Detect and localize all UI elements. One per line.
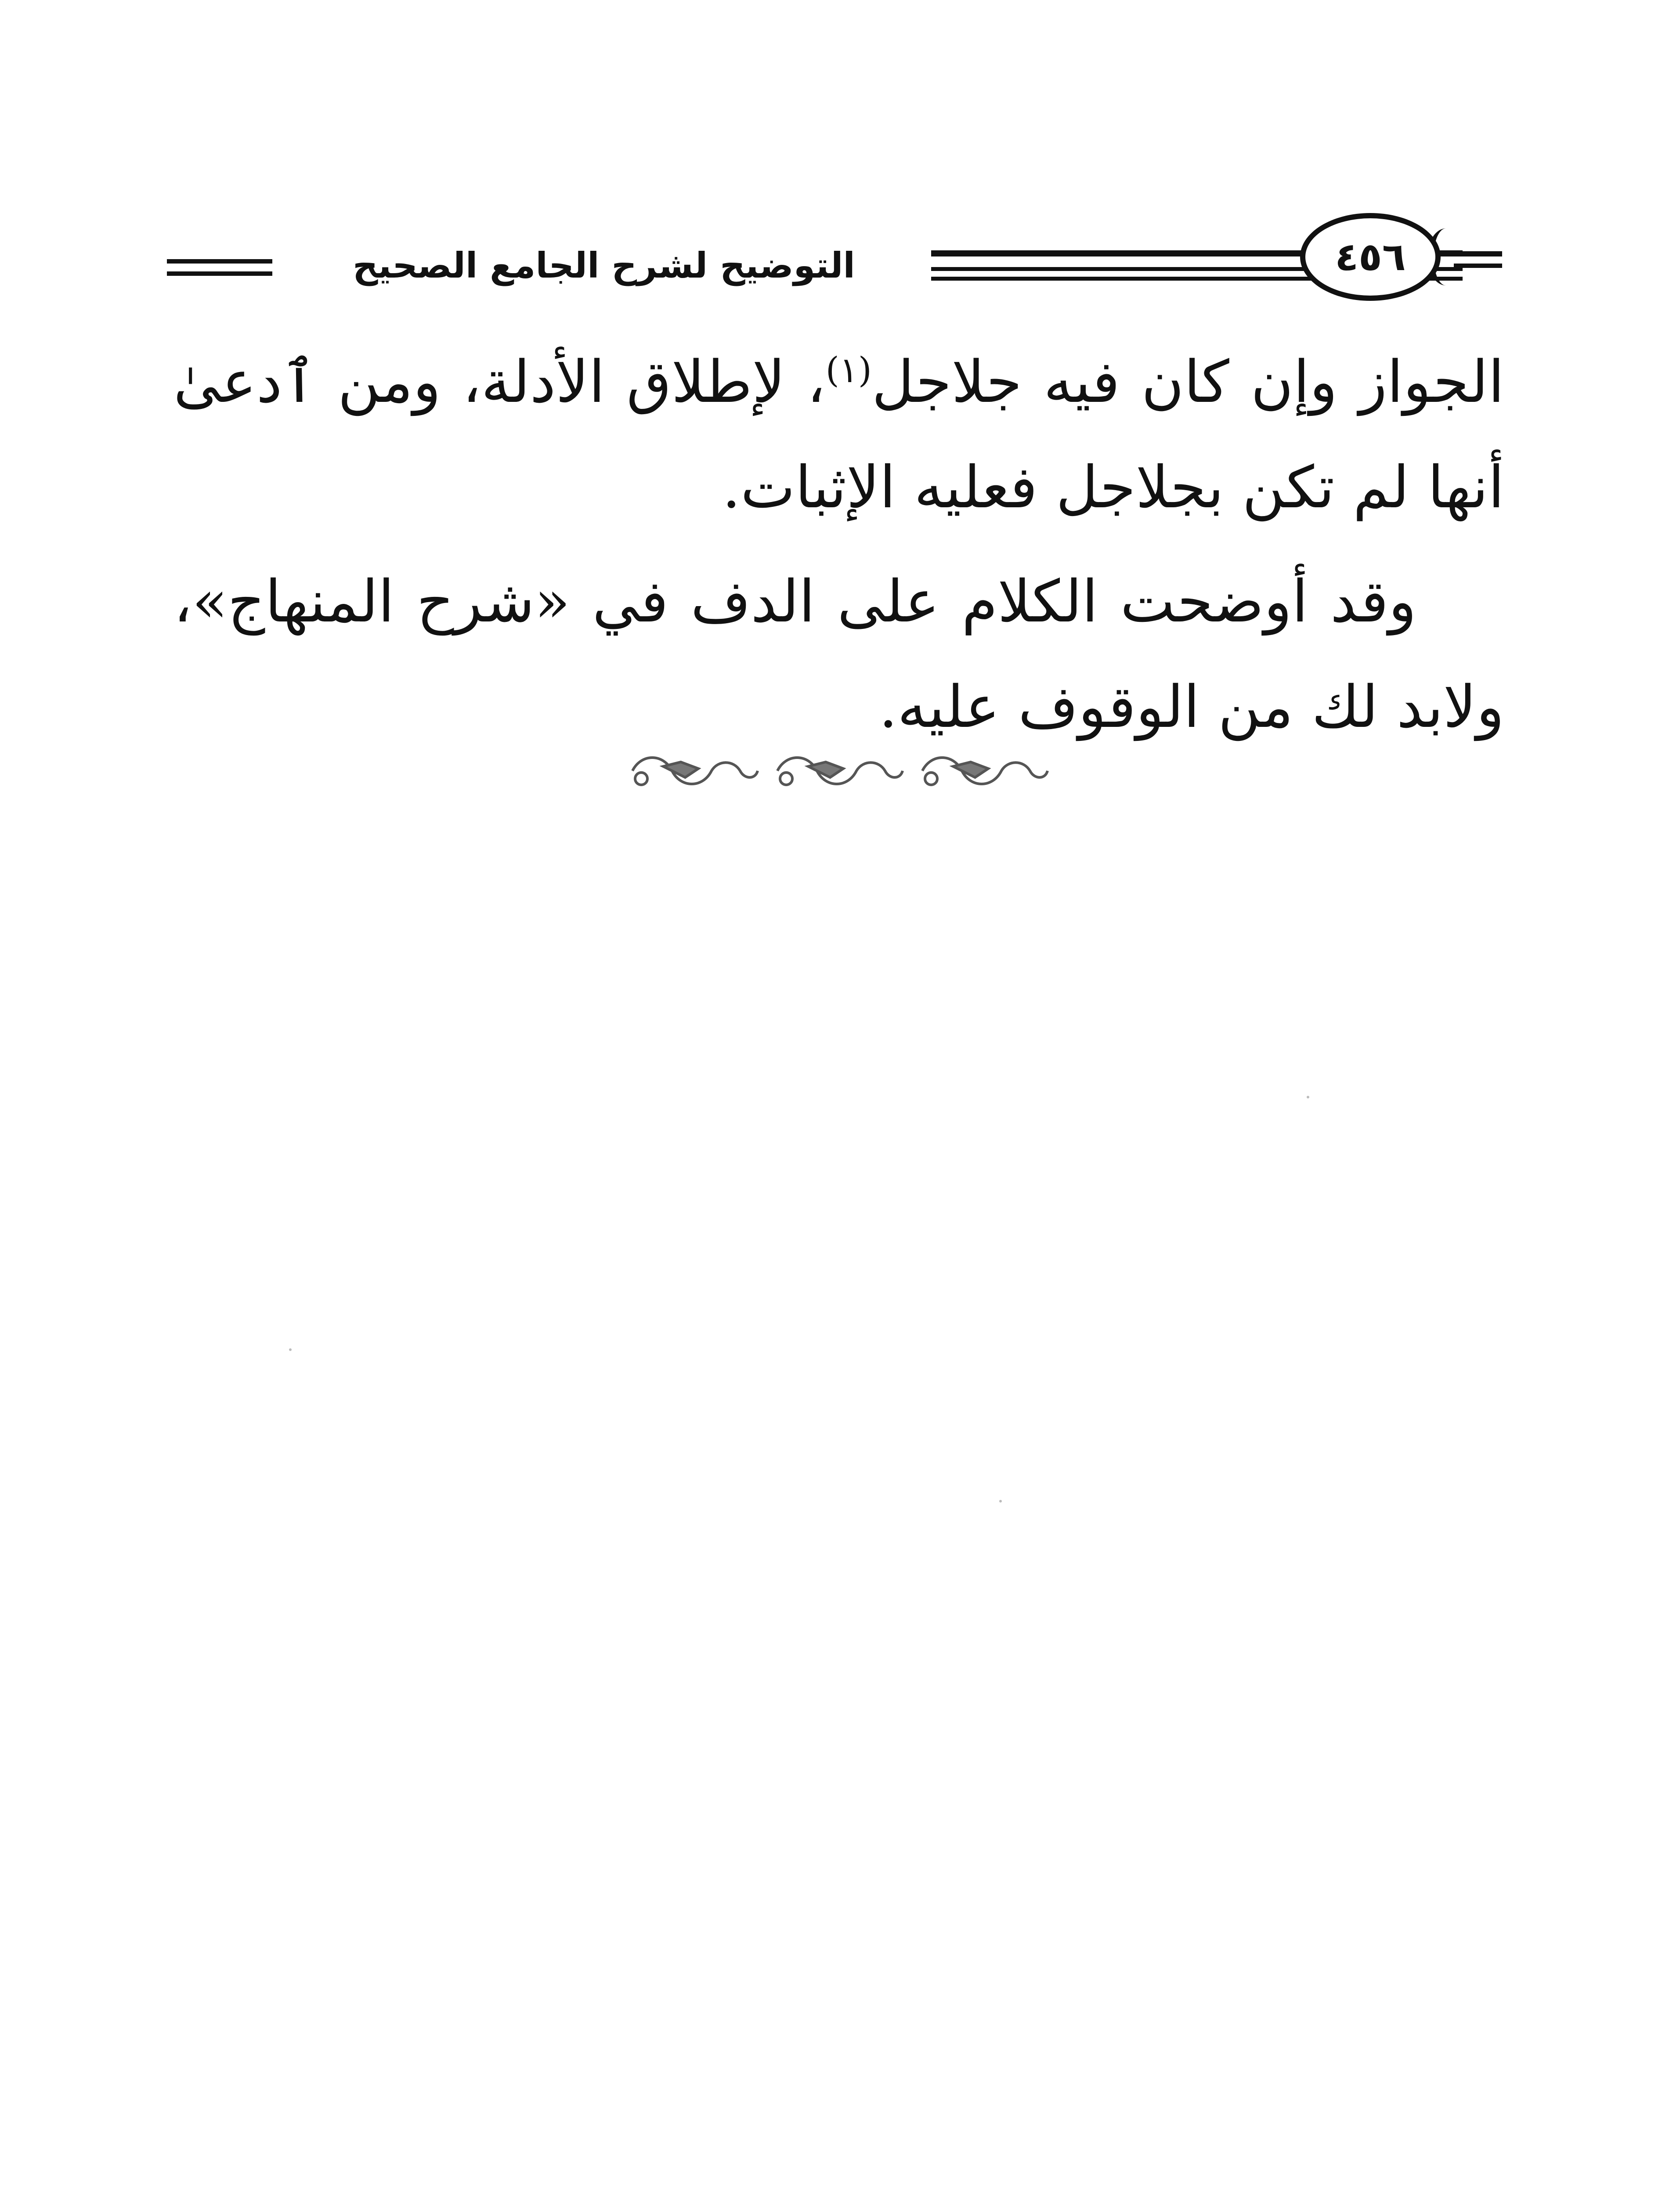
book-title: التوضيح لشرح الجامع الصحيح [353, 245, 855, 286]
paragraph-text: الجواز وإن كان فيه جلاجل [872, 348, 1504, 416]
section-end-ornament [624, 744, 1054, 797]
header-rule [1454, 264, 1502, 268]
scan-speck [289, 1348, 292, 1351]
page-number: ٤٥٦ [1300, 213, 1441, 301]
ornament-motif [632, 758, 758, 785]
header-rule [167, 259, 272, 264]
footnote-reference[interactable]: (١) [825, 350, 872, 390]
scan-speck [1307, 1096, 1309, 1098]
paragraph [173, 549, 1504, 760]
body-text [173, 329, 1504, 769]
header-rule [167, 271, 272, 276]
scan-speck [999, 1500, 1002, 1503]
header-rule [1454, 251, 1502, 256]
paragraph-text: وقد أوضحت الكلام على الدف في «شرح المنهاج»، ولابد لك من الوقوف عليه. [173, 568, 1504, 741]
ornament-motif [922, 758, 1048, 785]
ornament-motif [777, 758, 903, 785]
running-header [167, 211, 1502, 325]
paragraph [173, 329, 1504, 540]
paragraph-text: ، لإطلاق الأدلة، ومن ٱدعىٰ أنها لم تكن بجلاجل فعليه الإثبات. [173, 348, 1504, 521]
